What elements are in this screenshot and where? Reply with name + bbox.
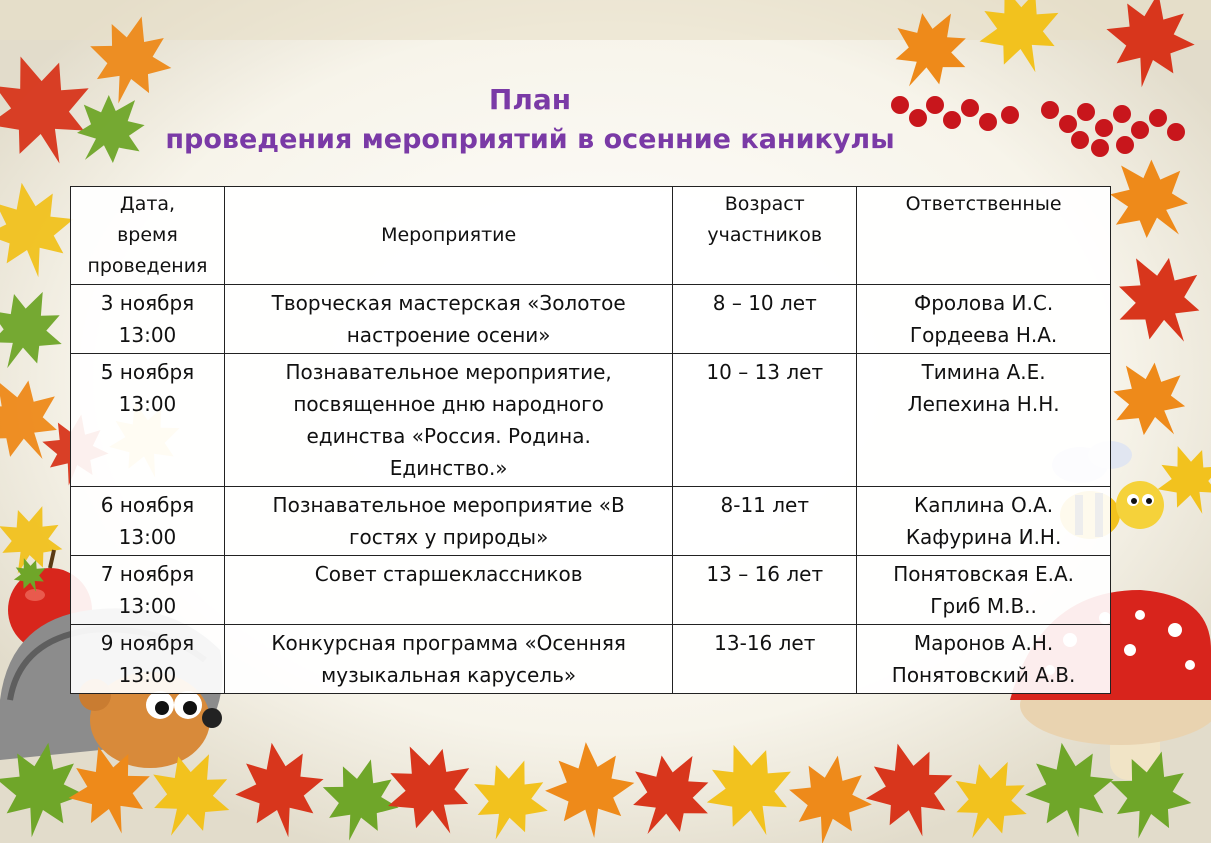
events-table [70, 186, 1111, 694]
responsible-line: Кафурина И.Н. [905, 525, 1062, 549]
cell-date [71, 487, 225, 556]
table-row [71, 487, 1111, 556]
header-age-line: участников [707, 224, 823, 246]
table-row [71, 285, 1111, 354]
cell-event [224, 487, 672, 556]
responsible-line: Маронов А.Н. [913, 631, 1054, 655]
cell-event [224, 285, 672, 354]
event-line: Творческая мастерская «Золотое [271, 291, 626, 315]
cell-age: 13-16 лет [673, 625, 857, 694]
event-line: гостях у природы» [348, 525, 549, 549]
date-text: 3 ноября [100, 291, 195, 315]
header-date [71, 187, 225, 285]
cell-responsible [857, 556, 1111, 625]
date-text: 9 ноября [100, 631, 195, 655]
cell-responsible [857, 487, 1111, 556]
table-header-row [71, 187, 1111, 285]
cell-age: 8 – 10 лет [673, 285, 857, 354]
event-line: Познавательное мероприятие «В [272, 493, 625, 517]
responsible-line: Лепехина Н.Н. [907, 392, 1060, 416]
table-row [71, 625, 1111, 694]
responsible-line: Понятовская Е.А. [893, 562, 1074, 586]
responsible-line: Фролова И.С. [913, 291, 1054, 315]
header-date-line: время [117, 224, 178, 246]
responsible-line: Каплина О.А. [914, 493, 1054, 517]
event-line: музыкальная карусель» [321, 663, 577, 687]
cell-date [71, 556, 225, 625]
cell-date [71, 625, 225, 694]
time-text: 13:00 [118, 594, 177, 618]
title-block [150, 80, 910, 160]
responsible-line: Гриб М.В.. [930, 594, 1037, 618]
page-subtitle: проведения мероприятий в осенние каникулы [165, 124, 895, 155]
cell-event [224, 556, 672, 625]
time-text: 13:00 [118, 525, 177, 549]
event-line: Конкурсная программа «Осенняя [271, 631, 626, 655]
date-text: 5 ноября [100, 360, 195, 384]
page-title: План [488, 83, 572, 116]
header-age-line: Возраст [724, 193, 805, 215]
responsible-line: Гордеева Н.А. [909, 323, 1058, 347]
cell-event [224, 625, 672, 694]
responsible-line: Тимина А.Е. [921, 360, 1046, 384]
table-row [71, 354, 1111, 487]
event-line: Познавательное мероприятие, [285, 360, 612, 384]
time-text: 13:00 [118, 392, 177, 416]
cell-date [71, 354, 225, 487]
cell-age: 10 – 13 лет [673, 354, 857, 487]
time-text: 13:00 [118, 663, 177, 687]
cell-age: 13 – 16 лет [673, 556, 857, 625]
event-line: Совет старшеклассников [314, 562, 583, 586]
cell-responsible [857, 354, 1111, 487]
event-line: Единство.» [389, 456, 508, 480]
event-line: единства «Россия. Родина. [306, 424, 591, 448]
cell-responsible [857, 285, 1111, 354]
date-text: 6 ноября [100, 493, 195, 517]
table-row [71, 556, 1111, 625]
event-line: настроение осени» [346, 323, 551, 347]
responsible-line: Понятовский А.В. [891, 663, 1076, 687]
cell-responsible [857, 625, 1111, 694]
header-event: Мероприятие [224, 187, 672, 285]
header-responsible: Ответственные [857, 187, 1111, 285]
cell-date [71, 285, 225, 354]
event-line: посвященное дню народного [293, 392, 604, 416]
date-text: 7 ноября [100, 562, 195, 586]
time-text: 13:00 [118, 323, 177, 347]
header-age [673, 187, 857, 285]
header-date-line: Дата, [119, 193, 176, 215]
cell-age: 8-11 лет [673, 487, 857, 556]
header-date-line: проведения [87, 255, 208, 277]
cell-event [224, 354, 672, 487]
